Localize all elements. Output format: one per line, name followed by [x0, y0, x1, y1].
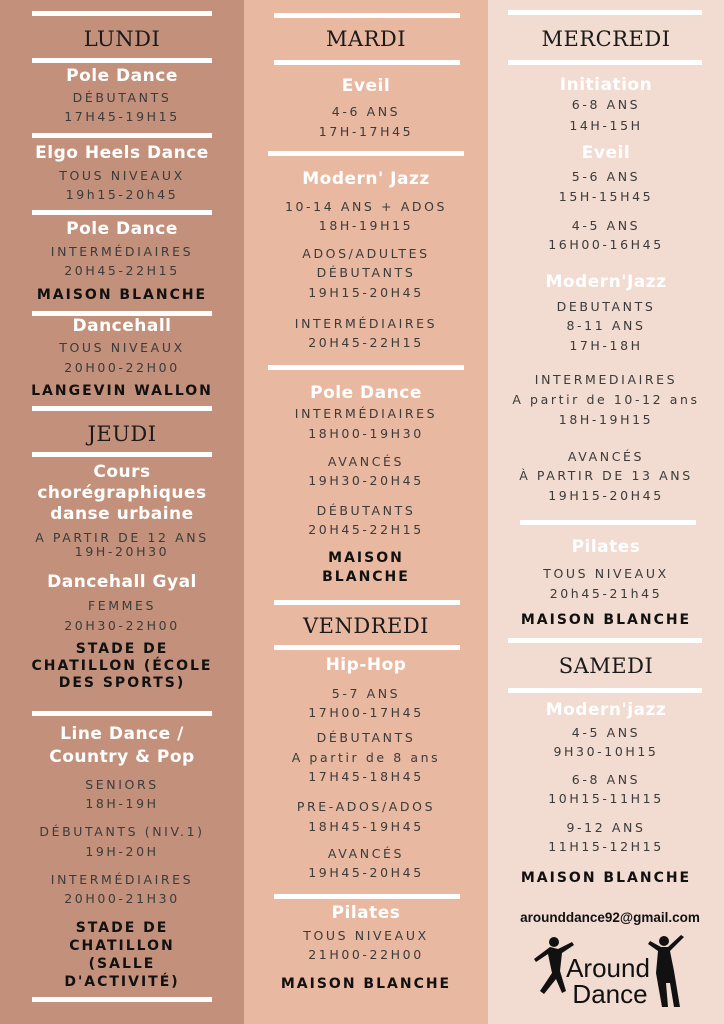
class-name: Modern'Jazz	[545, 272, 667, 292]
class-time: 10H15-11H15	[548, 791, 664, 806]
venue-label: MAISON BLANCHE	[520, 612, 692, 628]
class-time: 19H45-20H45	[308, 865, 424, 880]
venue-label: BLANCHE	[322, 569, 410, 585]
class-time: 20H45-22H15	[308, 522, 424, 537]
divider	[32, 711, 212, 716]
day-heading-vendredi: VENDREDI	[303, 614, 429, 638]
class-name: Line Dance /	[60, 724, 184, 744]
contact-email[interactable]: arounddance92@gmail.com	[520, 910, 700, 925]
class-age: 5-6 ANS	[571, 169, 641, 184]
divider	[32, 452, 212, 457]
class-name: Country & Pop	[49, 747, 195, 767]
class-age: 4-5 ANS	[571, 725, 641, 740]
class-time: 15H-15H45	[558, 189, 654, 204]
divider	[274, 60, 460, 65]
class-level: AVANCÉS	[327, 846, 405, 861]
divider	[32, 997, 212, 1002]
class-level: AVANCÉS	[327, 454, 405, 469]
class-level: DEBUTANTS	[556, 299, 656, 314]
column-lundi-jeudi	[0, 0, 244, 1024]
class-level: INTERMEDIAIRES	[534, 372, 678, 387]
venue-label: MAISON BLANCHE	[36, 287, 208, 303]
divider	[274, 645, 460, 650]
class-age: À PARTIR DE 13 ANS	[519, 468, 693, 483]
class-time: 20h45-21h45	[549, 586, 663, 601]
class-name: Elgo Heels Dance	[35, 143, 209, 163]
class-time: 19H-20H	[85, 844, 159, 859]
venue-label: STADE DE	[75, 641, 169, 657]
venue-label: MAISON	[328, 550, 404, 566]
day-heading-mardi: MARDI	[325, 27, 407, 51]
class-time: 19H30-20H45	[308, 473, 424, 488]
divider	[32, 11, 212, 16]
class-time: 20H00-22H00	[64, 360, 180, 375]
divider	[508, 688, 702, 693]
class-age: A partir de 8 ans	[291, 750, 441, 765]
class-name: chorégraphiques	[37, 483, 207, 503]
divider	[274, 600, 460, 605]
venue-label: (SALLE	[88, 956, 156, 972]
around-dance-logo	[528, 933, 688, 1011]
class-level: SENIORS	[85, 777, 159, 792]
divider	[508, 638, 702, 643]
class-name: Eveil	[581, 143, 631, 163]
class-time: 19H15-20H45	[548, 488, 664, 503]
venue-label: MAISON BLANCHE	[280, 976, 452, 992]
class-level: DÉBUTANTS	[72, 90, 172, 105]
class-age: 4-6 ANS	[331, 104, 401, 119]
class-level: INTERMÉDIAIRES	[50, 244, 194, 259]
class-level: ADOS/ADULTES	[302, 246, 430, 261]
class-time: 18H-19H	[85, 796, 159, 811]
class-time: 20H45-22H15	[308, 335, 424, 350]
venue-label: CHATILLON (ÉCOLE	[31, 658, 213, 674]
class-name: Pilates	[331, 903, 401, 923]
class-age: 4-5 ANS	[571, 218, 641, 233]
dancer-silhouettes-icon	[528, 933, 688, 1011]
class-time: 11H15-12H15	[548, 839, 664, 854]
venue-label: STADE DE	[75, 920, 169, 936]
class-name: Modern'jazz	[545, 700, 667, 720]
column-mardi-vendredi	[244, 0, 488, 1024]
divider	[268, 151, 464, 156]
divider	[508, 60, 702, 65]
class-level: TOUS NIVEAUX	[59, 168, 185, 183]
class-age: 6-8 ANS	[571, 772, 641, 787]
divider	[268, 365, 464, 370]
class-time: 9H30-10H15	[553, 744, 659, 759]
class-time: 19H-20H30	[74, 544, 170, 559]
class-time: 17H45-18H45	[308, 769, 424, 784]
class-time: 18H-19H15	[318, 218, 414, 233]
class-level: DÉBUTANTS	[316, 503, 416, 518]
class-name: Modern' Jazz	[302, 169, 430, 189]
class-level: TOUS NIVEAUX	[303, 928, 429, 943]
class-time: 17H-18H	[569, 338, 643, 353]
class-age: 10-14 ANS + ADOS	[284, 199, 448, 214]
class-time: 20H30-22H00	[64, 618, 180, 633]
class-level: DÉBUTANTS (NIV.1)	[39, 824, 205, 839]
class-age: A partir de 10-12 ans	[512, 392, 700, 407]
venue-label: MAISON BLANCHE	[520, 870, 692, 886]
class-name: Hip-Hop	[325, 655, 407, 675]
class-time: 20H45-22H15	[64, 263, 180, 278]
day-heading-mercredi: MERCREDI	[541, 27, 671, 51]
class-age: 6-8 ANS	[571, 97, 641, 112]
class-name: Dancehall	[72, 316, 172, 336]
class-time: 16H00-16H45	[548, 237, 664, 252]
class-time: 21H00-22H00	[308, 947, 424, 962]
class-level: TOUS NIVEAUX	[59, 340, 185, 355]
divider	[32, 406, 212, 411]
class-time: 18H-19H15	[558, 412, 654, 427]
logo-text-around: Around	[566, 953, 650, 983]
class-name: Dancehall Gyal	[47, 572, 197, 592]
class-level: TOUS NIVEAUX	[543, 566, 669, 581]
divider	[274, 894, 460, 899]
divider	[32, 133, 212, 138]
day-heading-samedi: SAMEDI	[558, 654, 654, 678]
venue-label: D'ACTIVITÉ)	[64, 974, 180, 990]
class-time: 14H-15H	[569, 118, 643, 133]
class-time: 19h15-20h45	[65, 187, 179, 202]
divider	[508, 10, 702, 15]
class-level: AVANCÉS	[567, 449, 645, 464]
class-time: 19H15-20H45	[308, 285, 424, 300]
class-name: Eveil	[341, 76, 391, 96]
divider	[520, 520, 696, 525]
divider	[32, 58, 212, 63]
class-level: DÉBUTANTS	[316, 265, 416, 280]
class-name: Pilates	[571, 537, 641, 557]
day-heading-jeudi: JEUDI	[87, 422, 157, 446]
day-heading-lundi: LUNDI	[83, 27, 161, 51]
class-age: 9-12 ANS	[566, 820, 646, 835]
class-time: 17H45-19H15	[64, 109, 180, 124]
divider	[32, 210, 212, 215]
class-level: DÉBUTANTS	[316, 730, 416, 745]
class-age: 8-11 ANS	[566, 318, 646, 333]
class-name: Pole Dance	[66, 219, 178, 239]
class-name: Cours	[93, 462, 151, 482]
venue-label: LANGEVIN WALLON	[31, 383, 213, 399]
class-name: danse urbaine	[50, 504, 194, 524]
venue-label: DES SPORTS)	[58, 675, 186, 691]
class-age: 5-7 ANS	[331, 686, 401, 701]
class-level: PRE-ADOS/ADOS	[296, 799, 436, 814]
class-level: INTERMÉDIAIRES	[294, 406, 438, 421]
class-name: Pole Dance	[66, 66, 178, 86]
class-time: 17H-17H45	[318, 124, 414, 139]
venue-label: CHATILLON	[69, 938, 175, 954]
class-name: Pole Dance	[310, 383, 422, 403]
class-level: INTERMÉDIAIRES	[50, 872, 194, 887]
class-time: 17H00-17H45	[308, 705, 424, 720]
class-time: 18H00-19H30	[308, 426, 424, 441]
class-level: INTERMÉDIAIRES	[294, 316, 438, 331]
class-name: Initiation	[559, 75, 653, 95]
divider	[274, 13, 460, 18]
column-mercredi-samedi	[488, 0, 724, 1024]
class-time: 20H00-21H30	[64, 891, 180, 906]
class-level: FEMMES	[87, 598, 157, 613]
logo-text-dance: Dance	[572, 979, 648, 1009]
class-time: 18H45-19H45	[308, 819, 424, 834]
class-age: A PARTIR DE 12 ANS	[35, 530, 209, 545]
